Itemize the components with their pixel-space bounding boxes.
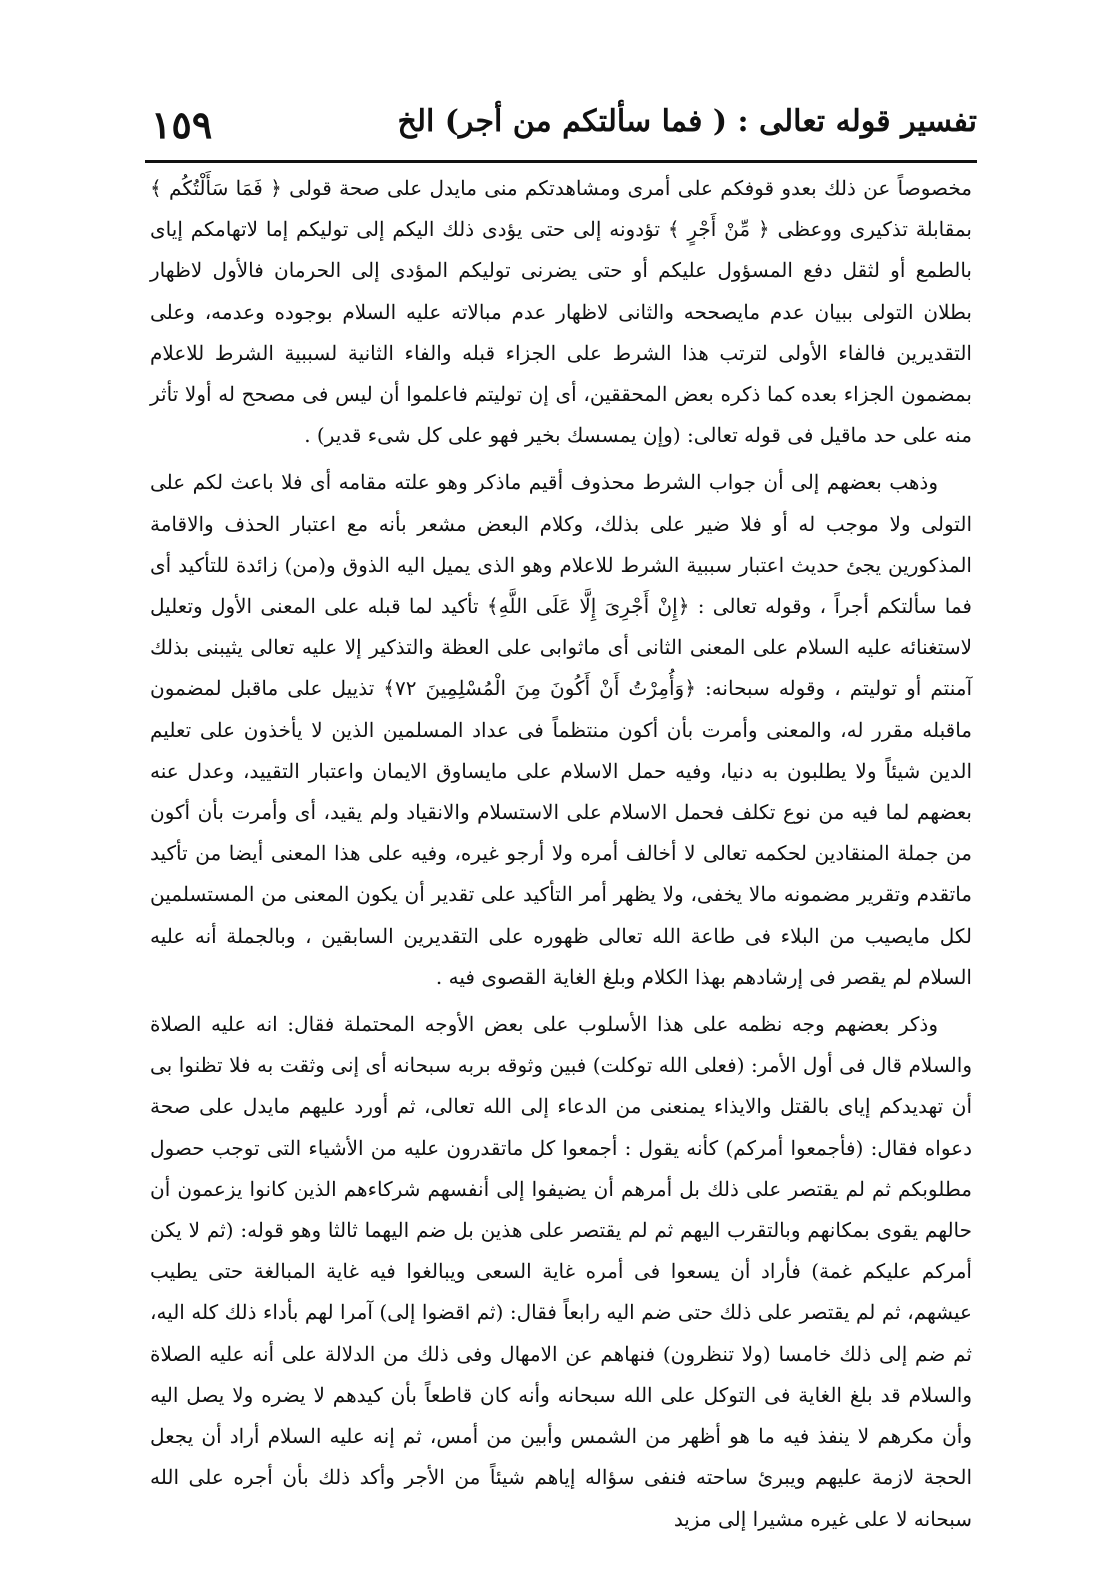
paragraph-1: مخصوصاً عن ذلك بعدو قوفكم على أمرى ومشاهدتكم منى مايدل على صحة قولى ﴿ فَمَا سَأَلْتُكُم ﴾ بمقابلة تذكيرى ووعظى ﴿ مِّنْ أَجْرٍ ﴾ تؤدونه إلى حتى يؤدى ذلك اليكم إلى توليكم إما لاتهامكم إياى بالطمع أو لثقل دفع المسؤول عليكم أو حتى يضرنى توليكم المؤدى إلى الحرمان فالأول لاظهار بطلان التولى ببيان عدم مايصححه والثانى لاظهار عدم مبالاته عليه السلام بوجوده وعدمه، وعلى التقديرين فالفاء الأولى لترتب هذا الشرط على الجزاء قبله والفاء الثانية لسببية الشرط للاعلام بمضمون الجزاء بعده كما ذكره بعض المحققين، أى إن توليتم فاعلموا أن ليس فى مصحح له أولا تأثر منه على حد ماقيل فى قوله تعالى: (وإن يمسسك بخير فهو على كل شىء قدير) . [150, 176, 973, 448]
header-rule [145, 160, 977, 163]
body-text [150, 168, 972, 1540]
page-number: ١٥٩ [151, 102, 213, 147]
page-header [145, 96, 977, 156]
paragraph-2: وذهب بعضهم إلى أن جواب الشرط محذوف أقيم ماذكر وهو علته مقامه أى فلا باعث لكم على التولى ولا موجب له أو فلا ضير على بذلك، وكلام البعض مشعر بأنه مع اعتبار الحذف والاقامة المذكورين يجئ حديث اعتبار سببية الشرط للاعلام وهو الذى يميل اليه الذوق و(من) زائدة للتأكيد أى فما سألتكم أجراً ، وقوله تعالى : ﴿إِنْ أَجْرِىَ إِلَّا عَلَى اللَّهِ﴾ تأكيد لما قبله على المعنى الأول وتعليل لاستغنائه عليه السلام على المعنى الثانى أى ماثوابى على العظة والتذكير إلا عليه تعالى يثيبنى بذلك آمنتم أو توليتم ، وقوله سبحانه: ﴿وَأُمِرْتُ أَنْ أَكُونَ مِنَ الْمُسْلِمِينَ ٧٢﴾ تذييل على ماقبل لمضمون ماقبله مقرر له، والمعنى وأمرت بأن أكون منتظماً فى عداد المسلمين الذين لا يأخذون على تعليم الدين شيئاً ولا يطلبون به دنيا، وفيه حمل الاسلام على مايساوق الايمان واعتبار التقييد، وعدل عنه بعضهم لما فيه من نوع تكلف فحمل الاسلام على الاستسلام والانقياد ولم يقيد، أى وأمرت بأن أكون من جملة المنقادين لحكمه تعالى لا أخالف أمره ولا أرجو غيره، وفيه على هذا المعنى أيضا من تأكيد ماتقدم وتقرير مضمونه مالا يخفى، ولا يظهر أمر التأكيد على تقدير أن يكون المعنى من المستسلمين لكل مايصيب من البلاء فى طاعة الله تعالى ظهوره على التقديرين السابقين ، وبالجملة أنه عليه السلام لم يقصر فى إرشادهم بهذا الكلام وبلغ الغاية القصوى فيه . [150, 470, 972, 989]
paragraph-3: وذكر بعضهم وجه نظمه على هذا الأسلوب على بعض الأوجه المحتملة فقال: انه عليه الصلاة والسلام قال فى أول الأمر: (فعلى الله توكلت) فبين وثوقه بربه سبحانه أى إنى وثقت به فلا تظنوا بى أن تهديدكم إياى بالقتل والايذاء يمنعنى من الدعاء إلى الله تعالى، ثم أورد عليهم مايدل على صحة دعواه فقال: (فأجمعوا أمركم) كأنه يقول : أجمعوا كل ماتقدرون عليه من الأشياء التى توجب حصول مطلوبكم ثم لم يقتصر على ذلك بل أمرهم أن يضيفوا إلى أنفسهم شركاءهم الذين كانوا يزعمون أن حالهم يقوى بمكانهم وبالتقرب اليهم ثم لم يقتصر على هذين بل ضم اليهما ثالثا وهو قوله: (ثم لا يكن أمركم عليكم غمة) فأراد أن يسعوا فى أمره غاية السعى ويبالغوا فيه غاية المبالغة حتى يطيب عيشهم، ثم لم يقتصر على ذلك حتى ضم اليه رابعاً فقال: (ثم اقضوا إلى) آمرا لهم بأداء ذلك كله اليه، ثم ضم إلى ذلك خامسا (ولا تنظرون) فنهاهم عن الامهال وفى ذلك من الدلالة على أنه عليه الصلاة والسلام قد بلغ الغاية فى التوكل على الله سبحانه وأنه كان قاطعاً بأن كيدهم لا يضره ولا يصل اليه وأن مكرهم لا ينفذ فيه ما هو أظهر من الشمس وأبين من أمس، ثم إنه عليه السلام أراد أن يجعل الحجة لازمة عليهم ويبرئ ساحته فنفى سؤاله إياهم شيئاً من الأجر وأكد ذلك بأن أجره على الله سبحانه لا على غيره مشيرا إلى مزيد [150, 1012, 972, 1531]
running-head: تفسير قوله تعالى : ( فما سألتكم من أجر) الخ [397, 104, 977, 139]
